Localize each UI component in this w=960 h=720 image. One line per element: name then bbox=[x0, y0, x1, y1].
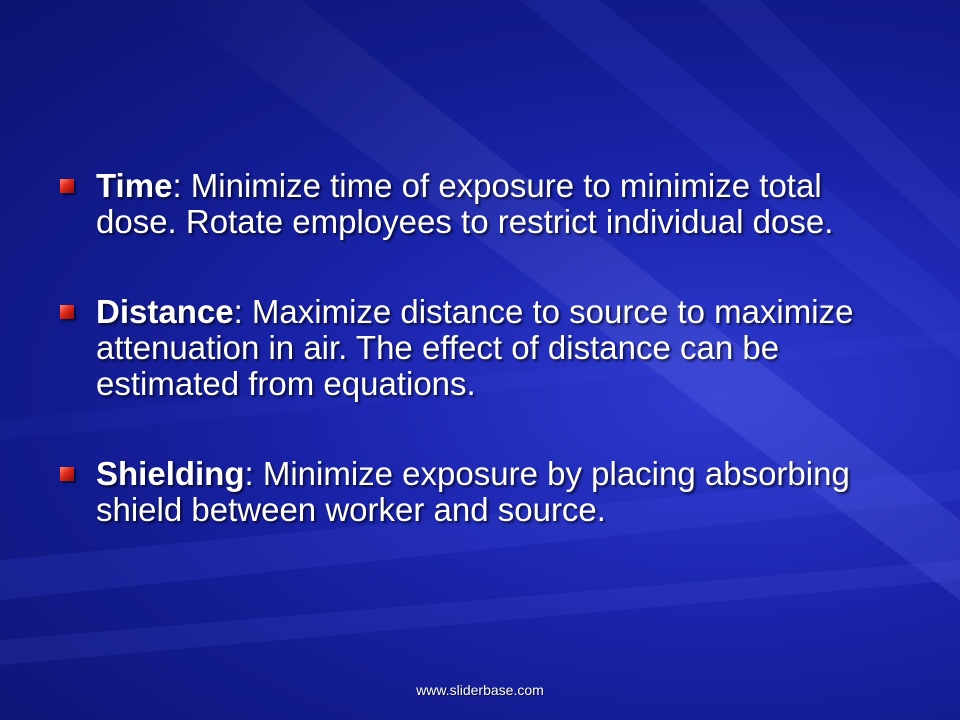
bullet-shielding bbox=[60, 456, 900, 528]
bullet-distance bbox=[60, 294, 900, 402]
bullet-marker-icon bbox=[60, 467, 74, 481]
footer-url: www.sliderbase.com bbox=[416, 682, 544, 698]
bullet-text: : Maximize distance to source to maximize attenuation in air. The effect of distance can be estimated from equations. bbox=[96, 293, 854, 402]
bullet-text: : Minimize time of exposure to minimize total dose. Rotate employees to restrict individual dose. bbox=[96, 167, 834, 240]
bullet-time bbox=[60, 168, 900, 240]
bullet-term: Shielding bbox=[96, 455, 245, 492]
bullet-marker-icon bbox=[60, 179, 74, 193]
bullet-marker-icon bbox=[60, 305, 74, 319]
bullet-text: : Minimize exposure by placing absorbing shield between worker and source. bbox=[96, 455, 850, 528]
bullet-term: Distance bbox=[96, 293, 234, 330]
bullet-list bbox=[60, 168, 900, 528]
bullet-term: Time bbox=[96, 167, 173, 204]
